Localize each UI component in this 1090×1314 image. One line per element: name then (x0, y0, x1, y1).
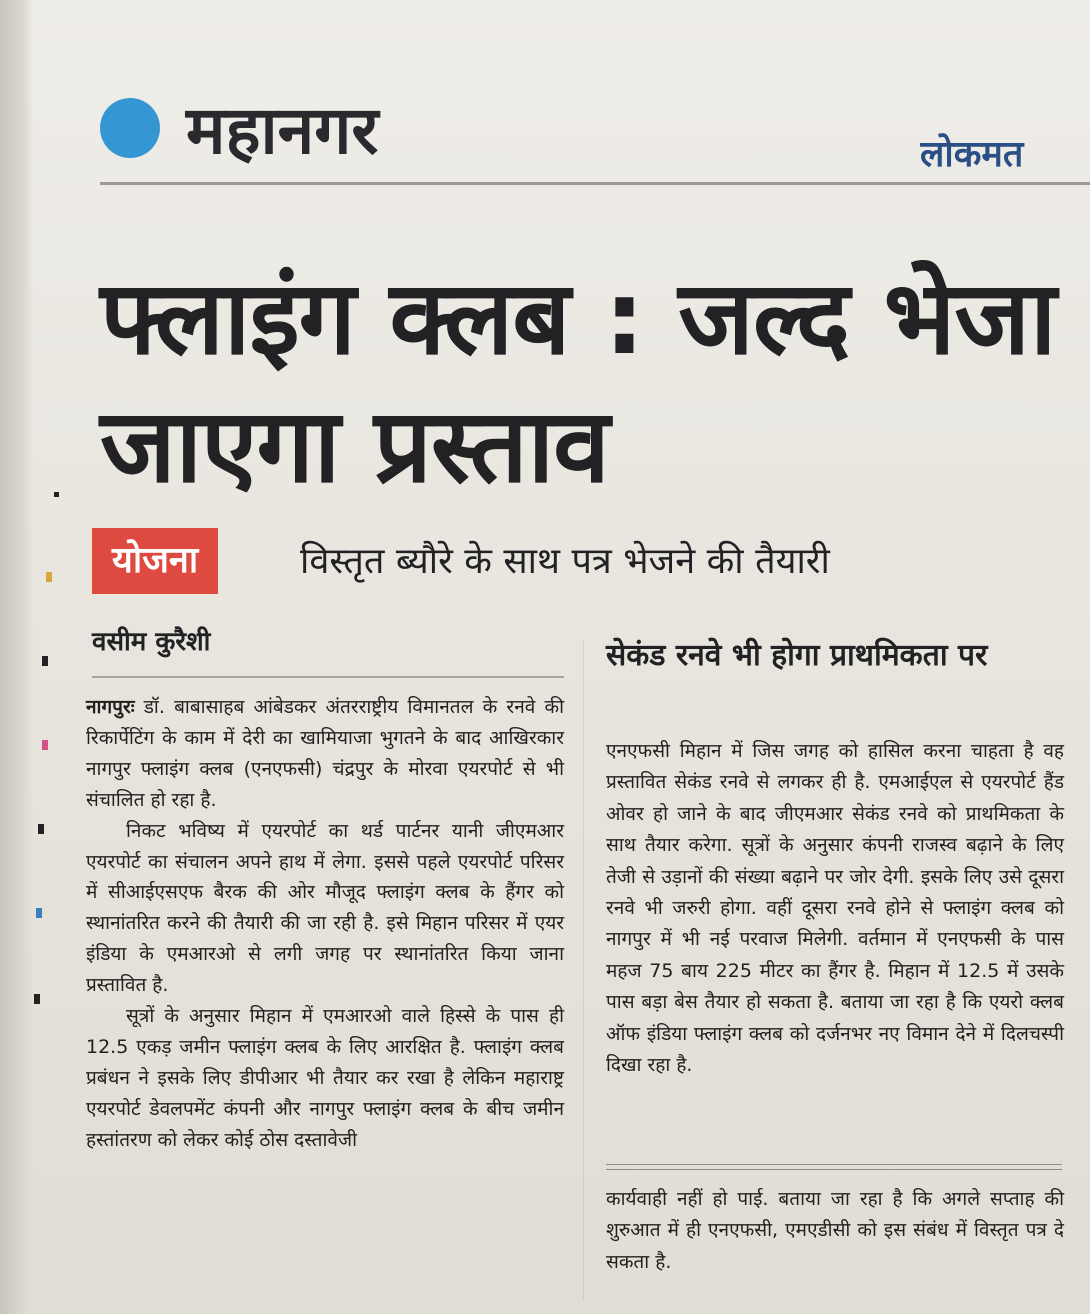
dateline: नागपुरः (86, 696, 135, 718)
subhead-row (92, 528, 1082, 600)
section-title: महानगर (186, 92, 379, 169)
article-paragraph: निकट भविष्य में एयरपोर्ट का थर्ड पार्टनर यानी जीएमआर एयरपोर्ट का संचालन अपने हाथ में लेगा. इससे पहले एयरपोर्ट परिसर में सीआईएसएफ बैरक की ओर मौजूद फ्लाइंग क्लब के हैंगर को स्थानांतरित करने की तैयारी की जा रही है. इसे मिहान परिसर में एयर इंडिया के एमआरओ से लगी जगह पर स्थानांतरित किया जाना प्रस्तावित है. (86, 819, 564, 997)
side-article-title: सेकंड रनवे भी होगा प्राथमिकता पर (606, 638, 988, 673)
masthead-logo: लोकमत (920, 134, 1024, 175)
column-divider (583, 640, 584, 1300)
margin-mark (36, 908, 42, 918)
box-rule (606, 1164, 1062, 1170)
margin-mark (34, 994, 40, 1004)
category-tag: योजना (92, 528, 218, 594)
side-article-column (606, 736, 1064, 1081)
continuation-paragraph: कार्यवाही नहीं हो पाई. बताया जा रहा है कि अगले सप्ताह की शुरुआत में ही एनएफसी, एमएडीसी को इस संबंध में विस्तृत पत्र दे सकता है. (606, 1188, 1064, 1273)
page-fold-shadow (0, 0, 34, 1314)
margin-mark (38, 824, 44, 834)
margin-mark (54, 492, 59, 497)
byline: वसीम कुरैशी (92, 627, 211, 657)
article-paragraph-text: डॉ. बाबासाहब आंबेडकर अंतरराष्ट्रीय विमानतल के रनवे की रिकार्पेटिंग के काम में देरी का खामियाजा भुगतने के बाद आखिरकार नागपुर फ्लाइंग क्लब (एनएफसी) चंद्रपुर के मोरवा एयरपोर्ट से भी संचालित हो रहा है. (86, 696, 564, 811)
section-bullet-icon (100, 98, 160, 158)
side-article-paragraph: एनएफसी मिहान में जिस जगह को हासिल करना चाहता है वह प्रस्तावित सेकंड रनवे से लगकर ही है. एमआईएल से एयरपोर्ट हैंड ओवर हो जाने के बाद जीएमआर सेकंड रनवे को प्राथमिकता के साथ तैयार करेगा. सूत्रों के अनुसार कंपनी राजस्व बढ़ाने के लिए तेजी से उड़ानों की संख्या बढ़ाने पर जोर देगी. इसके लिए उसे दूसरा रनवे भी जरुरी होगा. वहीं दूसरा रनवे होने से फ्लाइंग क्लब को नागपुर में भी नई परवाज मिलेगी. वर्तमान में एनएफसी के पास महज 75 बाय 225 मीटर का हैंगर है. मिहान में 12.5 में उसके पास बड़ा बेस तैयार हो सकता है. बताया जा रहा है कि एयरो क्लब ऑफ इंडिया फ्लाइंग क्लब को दर्जनभर नए विमान देने में दिलचस्पी दिखा रहा है. (606, 740, 1064, 1077)
article-paragraph: सूत्रों के अनुसार मिहान में एमआरओ वाले हिस्से के पास ही 12.5 एकड़ जमीन फ्लाइंग क्लब के लिए आरक्षित है. फ्लाइंग क्लब प्रबंधन ने इसके लिए डीपीआर भी तैयार कर रखा है लेकिन महाराष्ट्र एयरपोर्ट डेवलपमेंट कंपनी और नागपुर फ्लाइंग क्लब के बीच जमीन हस्तांतरण को लेकर कोई ठोस दस्तावेजी (86, 1005, 564, 1151)
byline-rule (92, 676, 564, 678)
continuation-column (606, 1184, 1064, 1278)
margin-mark (42, 740, 48, 750)
article-paragraph (86, 692, 564, 816)
sub-headline: विस्तृत ब्यौरे के साथ पत्र भेजने की तैयारी (300, 541, 830, 582)
margin-mark (42, 656, 48, 666)
margin-mark (46, 572, 52, 582)
main-article-column (86, 692, 564, 1156)
header-rule (100, 182, 1090, 185)
headline: फ्लाइंग क्लब : जल्द भेजा जाएगा प्रस्ताव (100, 259, 1056, 506)
